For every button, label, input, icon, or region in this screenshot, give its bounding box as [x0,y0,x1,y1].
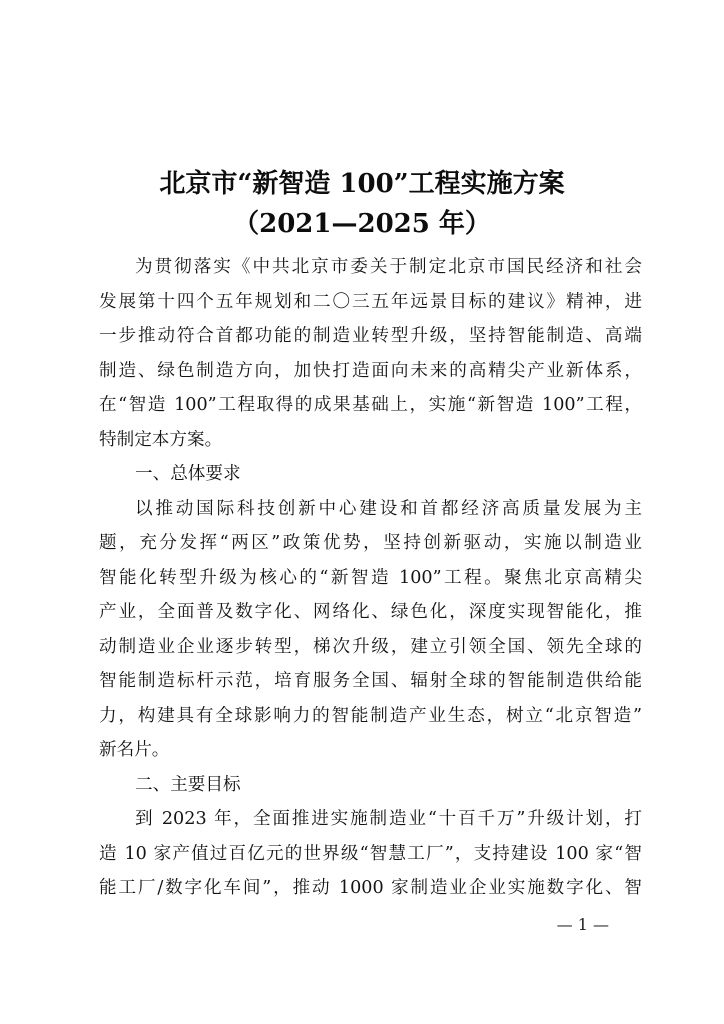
paragraph-line: 在“智造 100”工程取得的成果基础上，实施“新智造 100”工程， [99,395,642,415]
document-title: 北京市“新智造 100”工程实施方案 [159,169,565,199]
paragraph-line: 到 2023 年，全面推进实施制造业“十百千万”升级计划，打 [135,809,642,829]
paragraph-line: 为贯彻落实《中共北京市委关于制定北京市国民经济和社会 [135,257,642,277]
paragraph-line: 以推动国际科技创新中心建设和首都经济高质量发展为主 [135,498,642,519]
paragraph-line: 制造、绿色制造方向，加快打造面向未来的高精尖产业新体系， [99,360,642,381]
document-subtitle: （2021—2025 年） [233,209,491,239]
section-heading: 二、主要目标 [135,774,241,795]
paragraph-line: 题，充分发挥“两区”政策优势，坚持创新驱动，实施以制造业 [99,533,642,553]
document-body [99,250,642,906]
paragraph-line: 发展第十四个五年规划和二〇三五年远景目标的建议》精神，进 [99,291,642,312]
paragraph-line: 力，构建具有全球影响力的智能制造产业生态，树立“北京智造” [99,705,642,726]
paragraph-line: 智能制造标杆示范，培育服务全国、辐射全球的智能制造供给能 [99,671,642,691]
page-number: — 1 — [556,915,609,934]
paragraph-line: 产业，全面普及数字化、网络化、绿色化，深度实现智能化，推 [99,602,642,622]
paragraph-line: 特制定本方案。 [99,429,223,450]
paragraph-line: 新名片。 [99,740,170,760]
paragraph-line: 造 10 家产值过百亿元的世界级“智慧工厂”，支持建设 100 家“智 [99,843,642,864]
paragraph-line: 智能化转型升级为核心的“新智造 100”工程。聚焦北京高精尖 [99,567,642,588]
paragraph-line: 动制造业企业逐步转型，梯次升级，建立引领全国、领先全球的 [99,636,642,657]
paragraph-line: 一步推动符合首都功能的制造业转型升级，坚持智能制造、高端 [99,326,642,346]
paragraph-line: 能工厂/数字化车间”，推动 1000 家制造业企业实施数字化、智 [99,878,642,898]
section-heading: 一、总体要求 [135,464,241,484]
